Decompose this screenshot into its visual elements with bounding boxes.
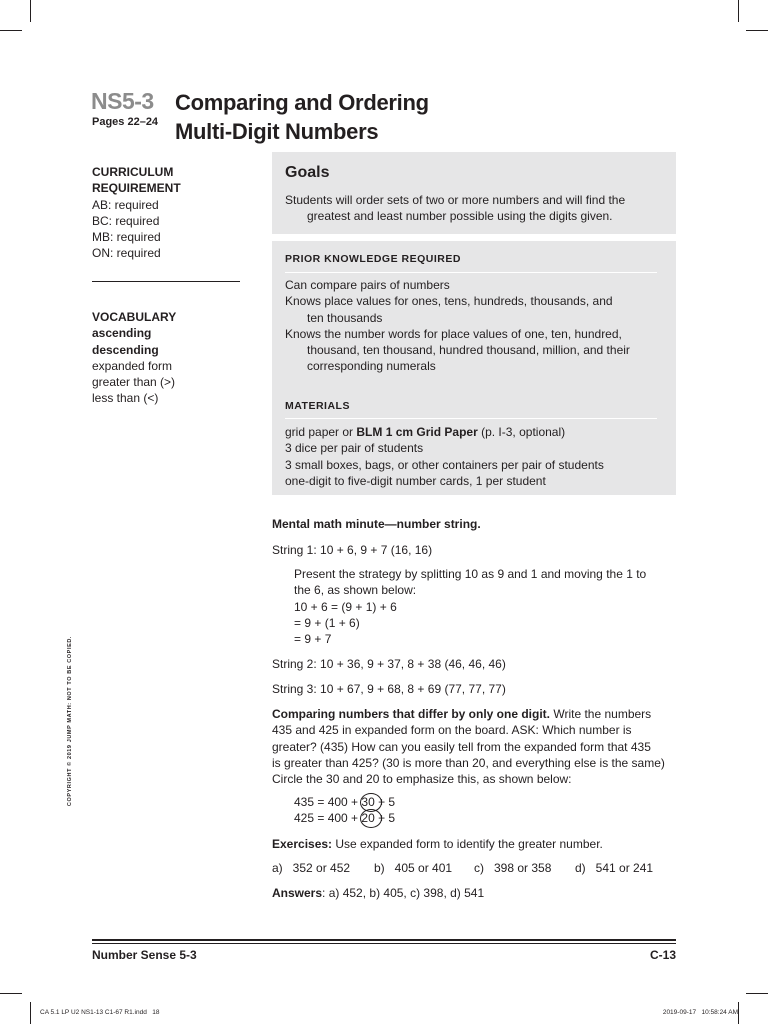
vocab-term: greater than (>) xyxy=(92,375,176,390)
crop-mark xyxy=(30,1002,31,1024)
curriculum-heading: CURRICULUM xyxy=(92,165,174,179)
footer-section: Number Sense 5-3 xyxy=(92,948,197,962)
goals-text xyxy=(285,192,670,225)
vocab-term: ascending xyxy=(92,326,152,341)
requirement-item: ON: required xyxy=(92,246,161,261)
crop-mark xyxy=(738,0,739,22)
material-item: one-digit to five-digit number cards, 1 per student xyxy=(285,473,546,488)
string-3: String 3: 10 + 67, 9 + 68, 8 + 69 (77, 77, 77) xyxy=(272,682,506,696)
lesson-title xyxy=(175,88,429,146)
title-line-2: Multi-Digit Numbers xyxy=(175,119,379,144)
footer-page-number: C-13 xyxy=(649,948,676,962)
prior-item: Can compare pairs of numbers xyxy=(285,278,450,292)
expanded-line: 435 = 400 + 30 + 5 xyxy=(294,795,396,809)
section-rule xyxy=(285,272,657,273)
prior-knowledge-heading: PRIOR KNOWLEDGE REQUIRED xyxy=(285,253,461,265)
comparing-line: Circle the 30 and 20 to emphasize this, as shown below: xyxy=(272,772,572,787)
slug-file: CA 5.1 LP U2 NS1-13 C1-67 R1.indd 18 xyxy=(40,1009,160,1016)
comparing-line: Comparing numbers that differ by only one digit. Write the numbers xyxy=(272,707,652,721)
requirement-item: AB: required xyxy=(92,197,159,212)
goals-line: greatest and least number possible using the digits given. xyxy=(307,209,613,224)
expanded-line: 425 = 400 + 20 + 5 xyxy=(294,811,396,826)
comparing-paragraph xyxy=(272,706,672,787)
comparing-line: greater? (435) How can you easily tell from the expanded form that 435 xyxy=(272,739,651,754)
vocab-term: descending xyxy=(92,342,159,357)
requirement-item: BC: required xyxy=(92,213,160,228)
exercise-a: a) 352 or 452 xyxy=(272,861,351,875)
string-1: String 1: 10 + 6, 9 + 7 (16, 16) xyxy=(272,543,433,557)
crop-mark xyxy=(0,30,22,31)
crop-mark xyxy=(738,1002,739,1024)
exercises-line: Exercises: Use expanded form to identify the greater number. xyxy=(272,837,603,851)
strategy-text xyxy=(294,566,674,647)
prior-knowledge-list xyxy=(285,277,670,375)
strategy-line: the 6, as shown below: xyxy=(294,583,417,598)
answers-line: Answers: a) 452, b) 405, c) 398, d) 541 xyxy=(272,886,485,900)
exercise-d: d) 541 or 241 xyxy=(575,861,654,875)
vocab-term: less than (<) xyxy=(92,391,159,406)
comparing-line: is greater than 425? (30 is more than 20, and everything else is the same) xyxy=(272,755,665,770)
expanded-form-example xyxy=(294,794,494,827)
requirement-item: MB: required xyxy=(92,230,161,245)
material-item: 3 dice per pair of students xyxy=(285,441,424,456)
crop-mark xyxy=(746,993,768,994)
vocabulary-block xyxy=(92,309,176,407)
goals-heading: Goals xyxy=(285,164,330,181)
material-item: grid paper or BLM 1 cm Grid Paper (p. I-3, optional) xyxy=(285,425,566,439)
equation-line: = 9 + 7 xyxy=(294,632,332,647)
curriculum-block xyxy=(92,164,181,262)
equation-line: = 9 + (1 + 6) xyxy=(294,615,360,630)
prior-item: corresponding numerals xyxy=(307,359,436,374)
lesson-code: NS5-3 xyxy=(91,88,154,114)
crop-mark xyxy=(746,30,768,31)
title-line-1: Comparing and Ordering xyxy=(175,90,429,115)
slug-timestamp: 2019-09-17 10:58:24 AM xyxy=(662,1009,738,1016)
prior-item: Knows place values for ones, tens, hundreds, thousands, and xyxy=(285,294,613,309)
exercise-b: b) 405 or 401 xyxy=(374,861,453,875)
material-item: 3 small boxes, bags, or other containers per pair of students xyxy=(285,457,604,472)
lesson-pages: Pages 22–24 xyxy=(92,116,159,128)
section-rule xyxy=(285,418,657,419)
footer-rule-thin xyxy=(92,943,676,944)
curriculum-heading: REQUIREMENT xyxy=(92,181,181,196)
circle-highlight xyxy=(360,809,382,828)
materials-heading: MATERIALS xyxy=(285,400,350,412)
copyright-notice: COPYRIGHT © 2019 JUMP MATH: NOT TO BE COPIED. xyxy=(67,635,73,807)
comparing-line: 435 and 425 in expanded form on the board. ASK: Which number is xyxy=(272,723,632,738)
sidebar-divider xyxy=(92,281,240,282)
strategy-line: Present the strategy by splitting 10 as 9 and 1 and moving the 1 to xyxy=(294,567,647,581)
vocabulary-heading: VOCABULARY xyxy=(92,310,177,324)
string-2: String 2: 10 + 36, 9 + 37, 8 + 38 (46, 46, 46) xyxy=(272,657,506,671)
footer-rule xyxy=(92,939,676,941)
prior-item: Knows the number words for place values of one, ten, hundred, xyxy=(285,326,622,341)
crop-mark xyxy=(0,993,22,994)
vocab-term: expanded form xyxy=(92,358,173,373)
crop-mark xyxy=(30,0,31,22)
materials-list xyxy=(285,424,670,489)
mental-math-heading: Mental math minute—number string. xyxy=(272,517,481,531)
prior-item: thousand, ten thousand, hundred thousand, million, and their xyxy=(307,343,630,358)
prior-item: ten thousands xyxy=(307,310,383,325)
goals-line: Students will order sets of two or more numbers and will find the xyxy=(285,193,626,207)
exercise-c: c) 398 or 358 xyxy=(474,861,552,875)
equation-line: 10 + 6 = (9 + 1) + 6 xyxy=(294,599,397,614)
